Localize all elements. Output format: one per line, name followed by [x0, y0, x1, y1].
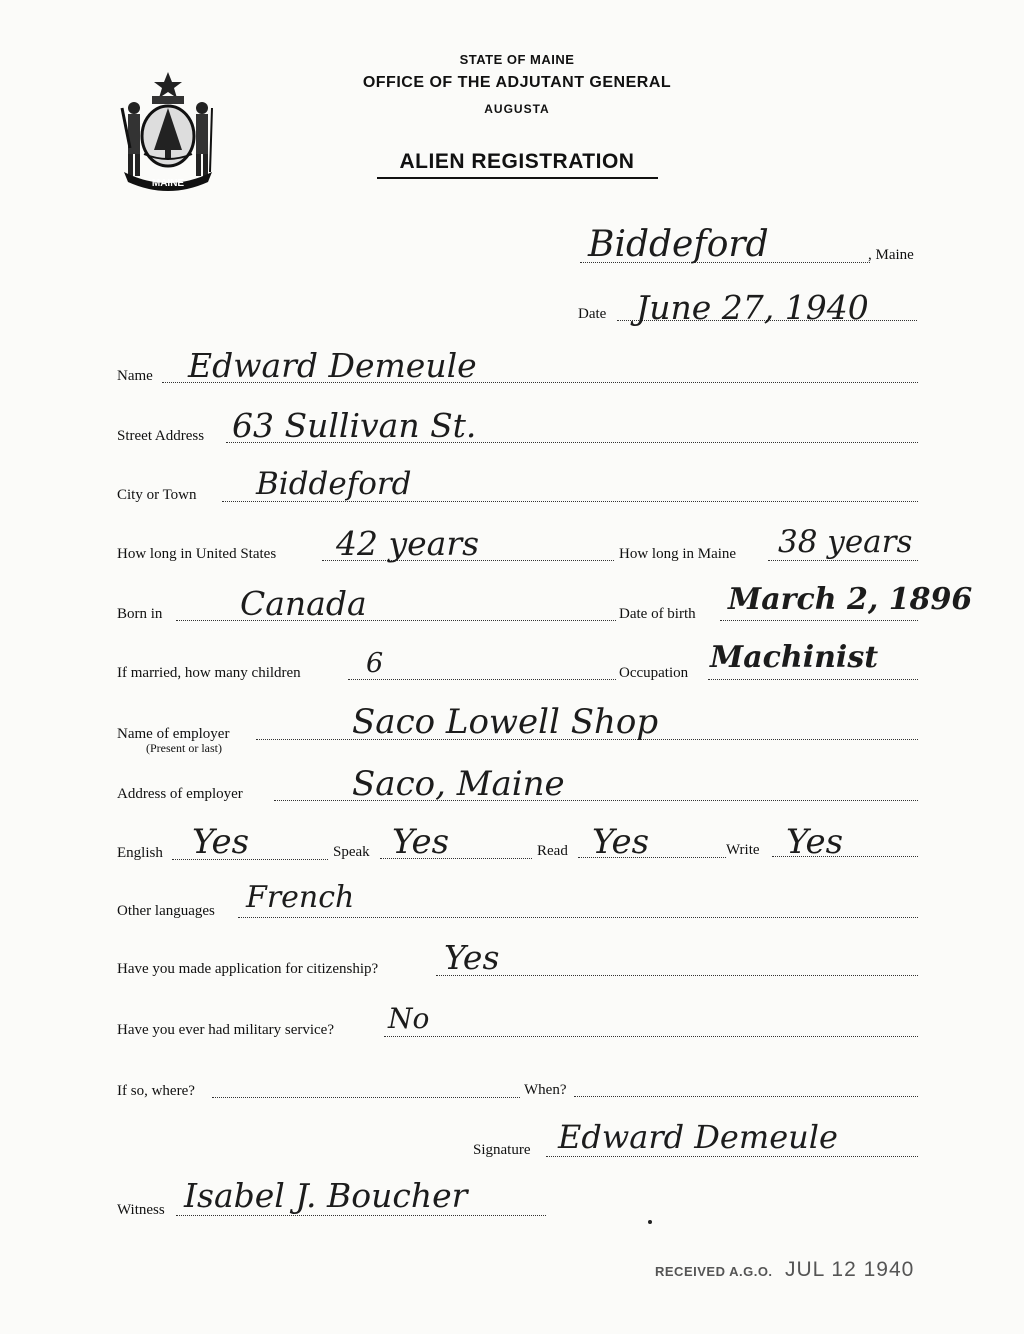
- signature-line: [546, 1156, 918, 1157]
- born-in-value: Canada: [240, 584, 367, 623]
- received-stamp-text: RECEIVED A.G.O.: [655, 1264, 773, 1279]
- english-value: Yes: [192, 822, 250, 862]
- form-title: ALIEN REGISTRATION: [399, 150, 635, 173]
- write-value: Yes: [786, 822, 844, 862]
- seal-banner-text: MAINE: [151, 178, 185, 189]
- witness-label: Witness: [117, 1202, 165, 1218]
- citizenship-label: Have you made application for citizenship?: [117, 961, 379, 977]
- header-state: STATE OF MAINE: [459, 52, 575, 67]
- if-so-where-label: If so, where?: [117, 1083, 195, 1099]
- name-label: Name: [117, 368, 153, 384]
- employer-address-label: Address of employer: [117, 786, 243, 802]
- children-value: 6: [366, 648, 384, 679]
- city-or-town-label: City or Town: [117, 487, 197, 503]
- date-label: Date: [578, 306, 607, 322]
- citizenship-line: [436, 975, 918, 976]
- date-value: June 27, 1940: [636, 288, 869, 327]
- employer-note-label: (Present or last): [146, 741, 222, 755]
- military-label: Have you ever had military service?: [117, 1022, 334, 1038]
- english-label: English: [117, 845, 163, 861]
- read-value: Yes: [592, 822, 650, 862]
- signature-label: Signature: [473, 1142, 531, 1158]
- when-label: When?: [524, 1082, 567, 1098]
- ink-dot: [648, 1220, 652, 1224]
- military-line: [384, 1036, 918, 1037]
- received-stamp-date: JUL 12 1940: [785, 1258, 915, 1281]
- header-office: OFFICE OF THE ADJUTANT GENERAL: [362, 74, 672, 91]
- how-long-us-value: 42 years: [336, 524, 480, 563]
- how-long-maine-value: 38 years: [778, 524, 913, 560]
- date-of-birth-label: Date of birth: [619, 606, 696, 622]
- other-languages-label: Other languages: [117, 903, 215, 919]
- military-value: No: [388, 1002, 430, 1035]
- how-long-maine-line: [768, 560, 918, 561]
- maine-suffix-label: , Maine: [868, 247, 914, 263]
- born-in-label: Born in: [117, 606, 163, 622]
- employer-address-value: Saco, Maine: [352, 764, 565, 804]
- street-address-value: 63 Sullivan St.: [232, 406, 477, 445]
- header-city: AUGUSTA: [484, 102, 550, 116]
- witness-value: Isabel J. Boucher: [184, 1176, 468, 1215]
- witness-line: [176, 1215, 546, 1216]
- children-line: [348, 679, 616, 680]
- speak-value: Yes: [392, 822, 450, 862]
- occupation-line: [708, 679, 918, 680]
- write-label: Write: [726, 842, 760, 858]
- how-long-maine-label: How long in Maine: [619, 546, 737, 562]
- date-of-birth-value: March 2, 1896: [728, 582, 973, 617]
- other-languages-line: [238, 917, 918, 918]
- speak-label: Speak: [333, 844, 370, 860]
- employer-label: Name of employer: [117, 726, 230, 742]
- signature-value: Edward Demeule: [558, 1118, 838, 1156]
- occupation-label: Occupation: [619, 665, 689, 681]
- children-label: If married, how many children: [117, 665, 301, 681]
- when-line: [574, 1096, 918, 1097]
- town-value: Biddeford: [588, 224, 769, 265]
- occupation-value: Machinist: [710, 640, 879, 675]
- read-label: Read: [537, 843, 568, 859]
- other-languages-value: French: [246, 880, 355, 915]
- how-long-us-label: How long in United States: [117, 546, 277, 562]
- name-value: Edward Demeule: [188, 346, 477, 385]
- employer-value: Saco Lowell Shop: [352, 702, 659, 742]
- if-so-where-line: [212, 1097, 520, 1098]
- date-of-birth-line: [720, 620, 918, 621]
- street-address-label: Street Address: [117, 428, 205, 444]
- received-stamp: [655, 1258, 914, 1282]
- city-or-town-value: Biddeford: [256, 466, 412, 502]
- form-title-underline: [377, 177, 658, 179]
- citizenship-value: Yes: [444, 938, 500, 977]
